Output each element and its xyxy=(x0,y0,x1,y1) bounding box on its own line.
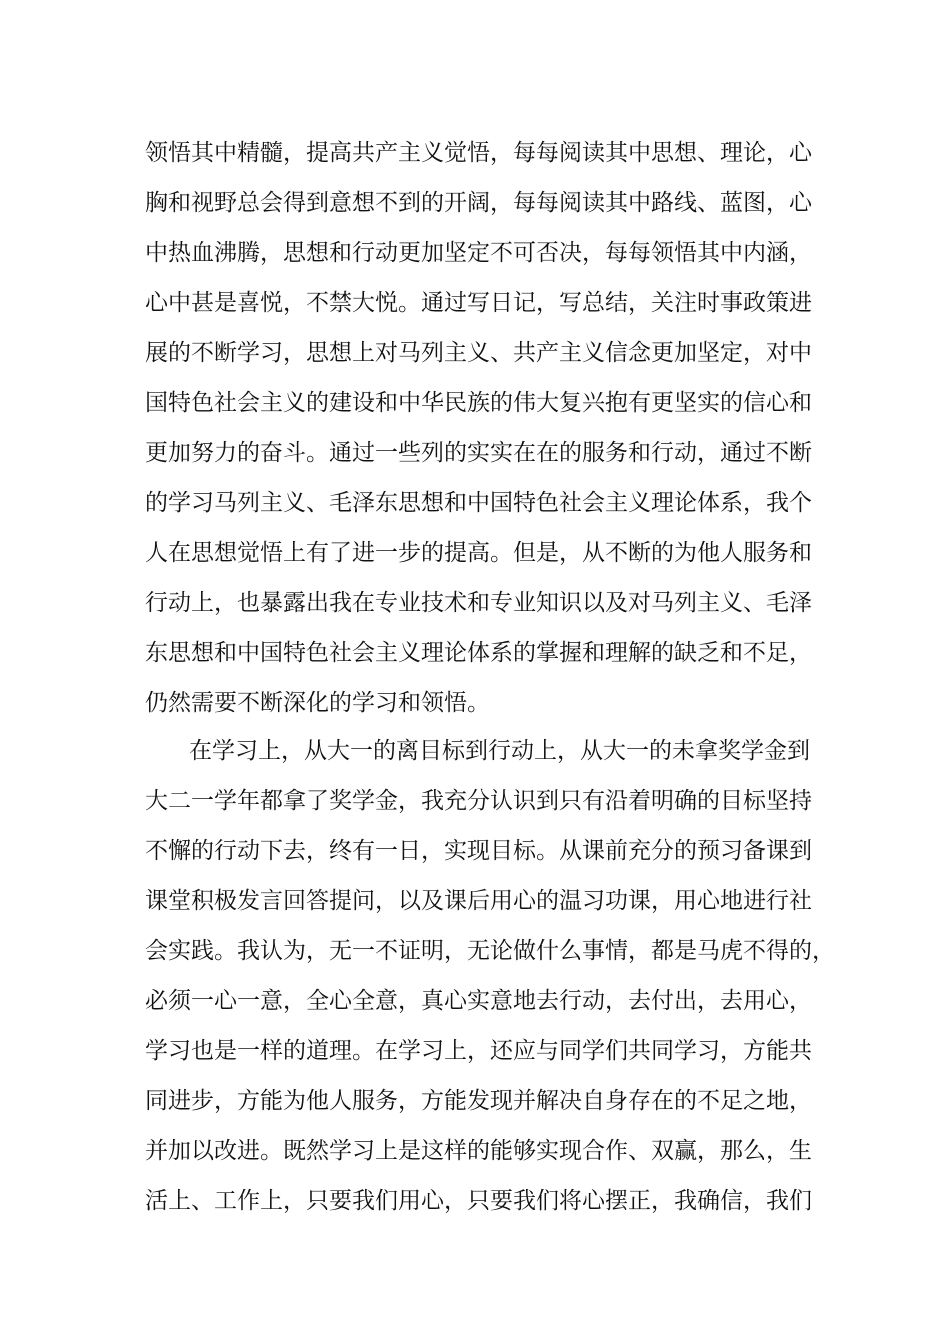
text-line: 行动上，也暴露出我在专业技术和专业知识以及对马列主义、毛泽 xyxy=(145,590,812,616)
text-line: 会实践。我认为，无一不证明，无论做什么事情，都是马虎不得的， xyxy=(145,938,835,964)
text-line: 心中甚是喜悦，不禁大悦。通过写日记，写总结，关注时事政策进 xyxy=(145,290,812,316)
text-line: 仍然需要不断深化的学习和领悟。 xyxy=(145,690,490,716)
text-line: 不懈的行动下去，终有一日，实现目标。从课前充分的预习备课到 xyxy=(145,838,812,864)
text-line: 必须一心一意，全心全意，真心实意地去行动，去付出，去用心， xyxy=(145,988,812,1014)
text-line: 的学习马列主义、毛泽东思想和中国特色社会主义理论体系，我个 xyxy=(145,490,812,516)
text-line: 中热血沸腾，思想和行动更加坚定不可否决，每每领悟其中内涵， xyxy=(145,240,812,266)
text-line: 领悟其中精髓，提高共产主义觉悟，每每阅读其中思想、理论，心 xyxy=(145,140,812,166)
text-line: 在学习上，从大一的离目标到行动上，从大一的未拿奖学金到 xyxy=(189,738,810,764)
text-line: 大二一学年都拿了奖学金，我充分认识到只有沿着明确的目标坚持 xyxy=(145,788,812,814)
text-line: 同进步，方能为他人服务，方能发现并解决自身存在的不足之地， xyxy=(145,1088,812,1114)
text-line: 东思想和中国特色社会主义理论体系的掌握和理解的缺乏和不足， xyxy=(145,640,812,666)
text-line: 并加以改进。既然学习上是这样的能够实现合作、双赢，那么，生 xyxy=(145,1138,812,1164)
text-line: 更加努力的奋斗。通过一些列的实实在在的服务和行动，通过不断 xyxy=(145,440,812,466)
text-line: 国特色社会主义的建设和中华民族的伟大复兴抱有更坚实的信心和 xyxy=(145,390,812,416)
text-line: 活上、工作上，只要我们用心，只要我们将心摆正，我确信，我们 xyxy=(145,1188,812,1214)
text-line: 展的不断学习，思想上对马列主义、共产主义信念更加坚定，对中 xyxy=(145,340,812,366)
text-line: 人在思想觉悟上有了进一步的提高。但是，从不断的为他人服务和 xyxy=(145,540,812,566)
text-line: 课堂积极发言回答提问，以及课后用心的温习功课，用心地进行社 xyxy=(145,888,812,914)
text-line: 学习也是一样的道理。在学习上，还应与同学们共同学习，方能共 xyxy=(145,1038,812,1064)
paragraph-2 xyxy=(145,726,835,1226)
text-line: 胸和视野总会得到意想不到的开阔，每每阅读其中路线、蓝图，心 xyxy=(145,190,812,216)
paragraph-1 xyxy=(145,128,825,728)
